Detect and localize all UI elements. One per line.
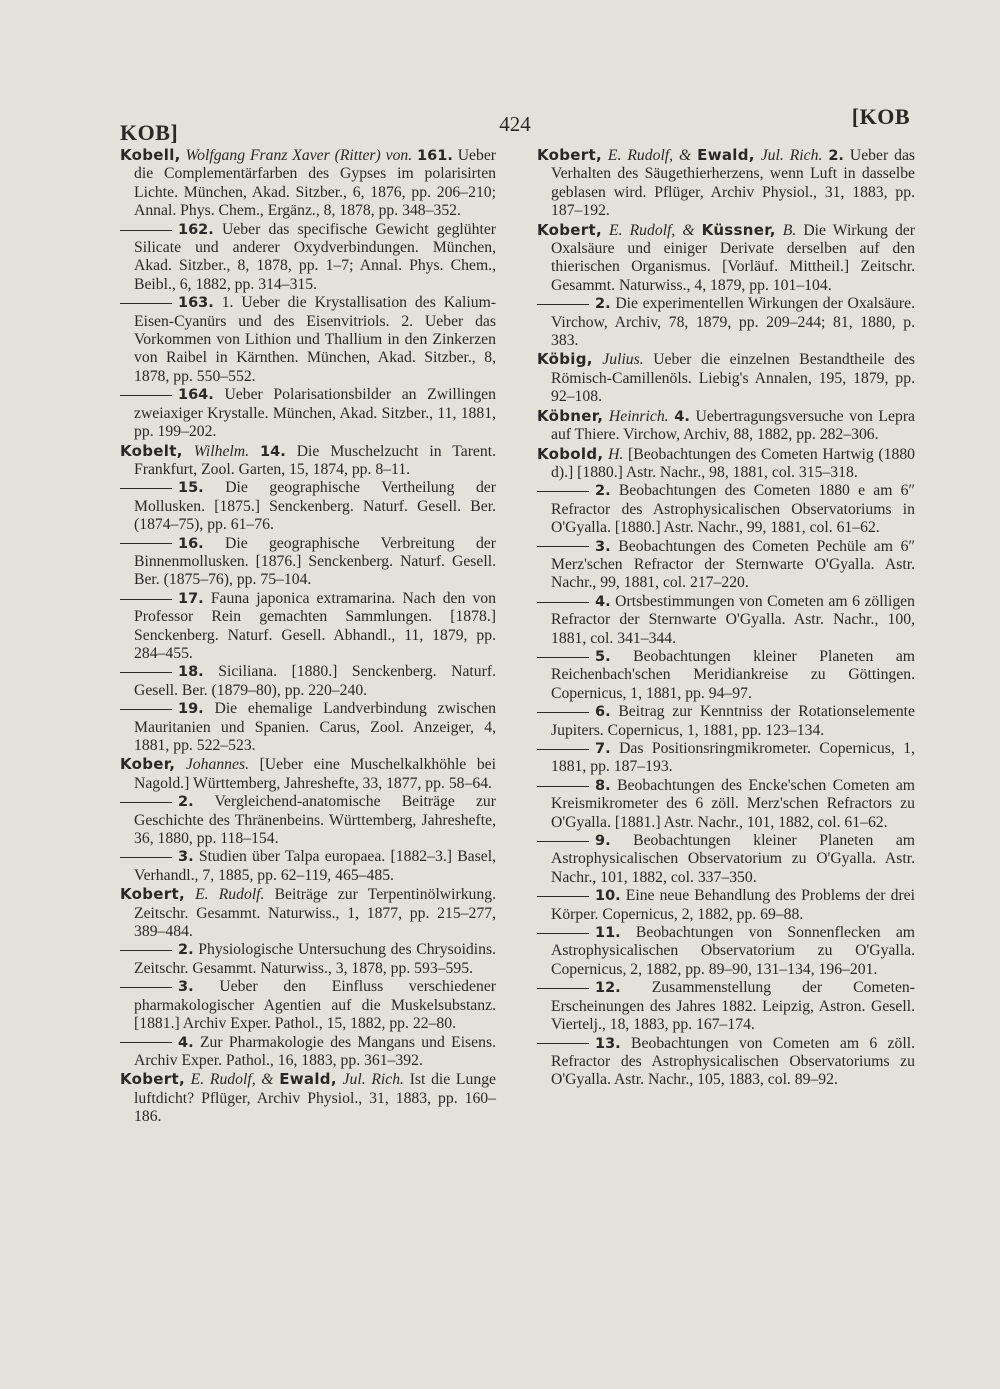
- entry-number: 2.: [178, 794, 194, 811]
- bibliography-entry: [120, 848, 496, 885]
- author-name: Kobelt,: [120, 441, 183, 460]
- entry-text: Uebertragungsversuche von Lepra auf Thiere. Virchow, Archiv, 88, 1882, pp. 282–306.: [551, 407, 916, 444]
- bibliography-entry: [537, 648, 915, 703]
- entry-text: Beobachtungen von Cometen am 6 zöll. Refractor des Astrophysicalischen Observatoriums zu O'Gyalla. Astr. Nachr., 105, 1883, col. 89–92.: [551, 1034, 916, 1089]
- author-name: Kobert,: [537, 220, 602, 239]
- author-given-name: Johannes.: [185, 756, 250, 774]
- entry-number: 5.: [595, 648, 611, 665]
- entry-number: 2.: [595, 296, 611, 313]
- ditto-dash: [537, 786, 589, 787]
- entry-number: 4.: [595, 593, 611, 610]
- author-given-name: E. Rudolf, &: [607, 147, 692, 164]
- entry-text: Die experimentellen Wirkungen der Oxalsäure. Virchow, Archiv, 78, 1879, pp. 209–244; 81, 1880, p. 383.: [551, 295, 916, 350]
- entry-text: Siciliana. [1880.] Senckenberg. Naturf. Gesell. Ber. (1879–80), pp. 220–240.: [134, 663, 496, 699]
- bibliography-entry: [120, 221, 496, 295]
- ditto-dash: [537, 657, 589, 658]
- bibliography-entry: [120, 146, 496, 221]
- entry-text: Beobachtungen von Sonnenflecken am Astrophysicalischen Observatorium zu O'Gyalla. Copernicus, 2, 1882, pp. 89–90, 131–134, 196–201.: [551, 924, 915, 978]
- bibliography-entry: [537, 350, 915, 406]
- bibliography-entry: [537, 482, 915, 537]
- ditto-dash: [537, 304, 589, 305]
- ditto-dash: [120, 672, 172, 673]
- entry-number: 8.: [595, 777, 611, 794]
- entry-number: 3.: [178, 849, 194, 866]
- author-name: Köbner,: [537, 406, 604, 425]
- ditto-dash: [537, 546, 589, 547]
- author-given-name: E. Rudolf.: [195, 886, 265, 904]
- bibliography-entry: [537, 407, 915, 445]
- entry-number: 3.: [178, 979, 194, 996]
- bibliography-entry: [120, 1070, 496, 1126]
- ditto-dash: [120, 230, 172, 231]
- entry-number: 19.: [178, 701, 204, 718]
- entry-text: Ueber das Verhalten des Säugethierherzens, wenn Luft in dasselbe geblasen wird. Pflüger, Archiv Physiol., 31, 1883, pp. 187–192.: [551, 147, 916, 220]
- bibliography-entry: [537, 777, 915, 832]
- bibliography-entry: [120, 978, 496, 1033]
- ditto-dash: [120, 987, 172, 988]
- bibliography-entry: [537, 703, 915, 740]
- bibliography-entry: [120, 442, 496, 480]
- author-name: Kobert,: [120, 1070, 185, 1089]
- ditto-dash: [120, 1042, 172, 1043]
- bibliography-entry: [120, 700, 496, 755]
- ditto-dash: [537, 749, 589, 750]
- entry-number: 14.: [260, 443, 286, 460]
- ditto-dash: [537, 712, 589, 713]
- entry-number: 2.: [178, 942, 194, 959]
- entry-text: Beitrag zur Kenntniss der Rotationselemente Jupiters. Copernicus, 1, 1881, pp. 123–134.: [551, 703, 915, 739]
- running-head-right: [KOB: [851, 104, 910, 129]
- entry-text: Zusammenstellung der Cometen-Erscheinungen des Jahres 1882. Leipzig, Astron. Gesell. Viertelj., 18, 1883, pp. 167–174.: [551, 979, 915, 1034]
- coauthor-given-name: Jul. Rich.: [342, 1071, 404, 1089]
- author-given-name: Julius.: [602, 351, 644, 369]
- entry-number: 3.: [595, 538, 611, 555]
- author-given-name: Wilhelm.: [193, 442, 250, 460]
- entry-text: Ueber das specifische Gewicht geglühter Silicate und anderer Oxydverbindungen. München, Akad. Sitzber., 8, 1878, pp. 1–7; Annal. Phys. Chem., Beibl., 6, 1882, pp. 314–315.: [134, 220, 497, 293]
- entry-text: Eine neue Behandlung des Problems der drei Körper. Copernicus, 2, 1882, pp. 69–88.: [551, 887, 915, 923]
- ditto-dash: [537, 896, 589, 897]
- bibliography-entry: [537, 295, 915, 350]
- ditto-dash: [537, 988, 589, 989]
- entry-text: Ueber den Einfluss verschiedener pharmakologischer Agentien auf die Muskelsubstanz. [1881.] Archiv Exper. Pathol., 15, 1882, pp. 22–80.: [134, 978, 497, 1033]
- entry-number: 164.: [178, 387, 214, 404]
- ditto-dash: [537, 841, 589, 842]
- page-number: 424: [499, 112, 531, 136]
- coauthor-name: Küssner,: [701, 220, 776, 239]
- bibliography-entry: [120, 294, 496, 386]
- ditto-dash: [120, 950, 172, 951]
- ditto-dash: [120, 857, 172, 858]
- bibliography-entry: [537, 924, 915, 979]
- bibliography-entry: [120, 386, 496, 441]
- bibliography-entry: [537, 445, 915, 483]
- entry-text: Fauna japonica extramarina. Nach den von Professor Rein gemachten Sammlungen. [1878.] Senckenberg. Naturf. Gesell. Abhandl., 11, 1879, pp. 284–455.: [134, 589, 496, 662]
- entry-number: 13.: [595, 1035, 621, 1052]
- left-column: [120, 146, 496, 1127]
- entry-text: Ueber die Complementärfarben des Gypses im polarisirten Lichte. München, Akad. Sitzber., 6, 1876, pp. 206–210; Annal. Phys. Chem., Ergänz., 8, 1878, pp. 348–352.: [134, 147, 497, 220]
- entry-text: [Beobachtungen des Cometen Hartwig (1880 d).] [1880.] Astr. Nachr., 98, 1881, col. 315–318.: [551, 445, 916, 481]
- bibliography-entry: [537, 740, 915, 777]
- ditto-dash: [537, 602, 589, 603]
- entry-number: 6.: [595, 704, 611, 721]
- entry-text: Studien über Talpa europaea. [1882–3.] Basel, Verhandl., 7, 1885, pp. 62–119, 465–485.: [134, 848, 496, 884]
- entry-text: Die Wirkung der Oxalsäure und einiger Derivate derselben auf den thierischen Organismus. [Vorläuf. Mittheil.] Zeitschr. Gesammt. Naturwiss., 4, 1879, pp. 101–104.: [551, 221, 915, 294]
- entry-text: 1. Ueber die Krystallisation des Kalium-Eisen-Cyanürs und des Eisenvitriols. 2. Ueber das Vorkommen von Lithion und Thallium in den Zinkerzen von Raibel in Kärnthen. München, Akad. Sitzber., 8, 1878, pp. 550–552.: [134, 294, 496, 385]
- entry-text: Beobachtungen des Cometen 1880 e am 6″ Refractor des Astrophysicalischen Observatoriums in O'Gyalla. [1880.] Astr. Nachr., 99, 1881, col. 61–62.: [551, 482, 916, 537]
- entry-text: Das Positionsringmikrometer. Copernicus, 1, 1881, pp. 187–193.: [551, 740, 915, 776]
- entry-number: 11.: [595, 925, 621, 942]
- entry-text: [Ueber eine Muschelkalkhöhle bei Nagold.] Württemberg, Jahreshefte, 33, 1877, pp. 58–64.: [134, 756, 496, 792]
- ditto-dash: [120, 802, 172, 803]
- entry-number: 163.: [178, 295, 214, 312]
- author-name: Kober,: [120, 755, 176, 774]
- entry-number: 9.: [595, 833, 611, 850]
- ditto-dash: [120, 488, 172, 489]
- entry-number: 10.: [595, 888, 621, 905]
- ditto-dash: [120, 599, 172, 600]
- author-given-name: H.: [608, 445, 624, 463]
- entry-text: Ist die Lunge luftdicht? Pflüger, Archiv Physiol., 31, 1883, pp. 160–186.: [134, 1071, 497, 1126]
- entry-number: 4.: [178, 1034, 194, 1051]
- ditto-dash: [537, 1043, 589, 1044]
- bibliography-entry: [537, 1035, 915, 1090]
- ditto-dash: [537, 933, 589, 934]
- entry-text: Zur Pharmakologie des Mangans und Eisens. Archiv Exper. Pathol., 16, 1883, pp. 361–392.: [134, 1033, 496, 1069]
- ditto-dash: [120, 395, 172, 396]
- entry-text: Beiträge zur Terpentinölwirkung. Zeitschr. Gesammt. Naturwiss., 1, 1877, pp. 215–277, 389–484.: [134, 886, 497, 941]
- coauthor-name: Ewald,: [697, 146, 755, 164]
- entry-number: 2.: [828, 148, 844, 164]
- entry-number: 7.: [595, 741, 611, 757]
- entry-number: 12.: [595, 980, 621, 997]
- bibliography-entry: [537, 979, 915, 1034]
- author-name: Köbig,: [537, 350, 593, 369]
- entry-text: Beobachtungen kleiner Planeten am Astrophysicalischen Observatorium zu O'Gyalla. Astr. Nachr., 101, 1882, col. 337–350.: [551, 832, 915, 886]
- entry-text: Ueber die einzelnen Bestandtheile des Römisch-Camillenöls. Liebig's Annalen, 195, 1879, pp. 92–108.: [551, 351, 916, 406]
- entry-text: Die ehemalige Landverbindung zwischen Mauritanien und Spanien. Carus, Zool. Anzeiger, 4, 1881, pp. 522–523.: [134, 700, 497, 754]
- entry-text: Beobachtungen des Cometen Pechüle am 6″ Merz'schen Refractor der Sternwarte O'Gyalla. Astr. Nachr., 99, 1881, col. 217–220.: [551, 537, 915, 592]
- author-given-name: Heinrich.: [608, 407, 669, 425]
- entry-text: Vergleichend-anatomische Beiträge zur Geschichte des Thränenbeins. Württemberg, Jahreshefte, 36, 1880, pp. 118–154.: [134, 793, 497, 848]
- entry-number: 15.: [178, 480, 204, 497]
- author-name: Kobert,: [120, 885, 185, 904]
- entry-text: Die Muschelzucht in Tarent. Frankfurt, Zool. Garten, 15, 1874, pp. 8–11.: [134, 442, 497, 478]
- bibliography-entry: [120, 755, 496, 793]
- bibliography-entry: [120, 590, 496, 664]
- entry-text: Die geographische Vertheilung der Mollusken. [1875.] Senckenberg. Naturf. Gesell. Ber. (1874–75), pp. 61–76.: [134, 479, 496, 534]
- running-head: [120, 102, 910, 145]
- ditto-dash: [120, 709, 172, 710]
- bibliography-entry: [120, 535, 496, 590]
- author-name: Kobert,: [537, 146, 602, 164]
- ditto-dash: [537, 491, 589, 492]
- entry-text: Physiologische Untersuchung des Chrysoidins. Zeitschr. Gesammt. Naturwiss., 3, 1878, pp. 593–595.: [134, 941, 497, 977]
- author-given-name: Wolfgang Franz Xaver (Ritter) von.: [185, 147, 413, 164]
- bibliography-entry: [537, 887, 915, 924]
- ditto-dash: [120, 543, 172, 544]
- author-given-name: E. Rudolf, &: [190, 1071, 274, 1089]
- bibliography-entry: [537, 221, 915, 296]
- entry-number: 16.: [178, 535, 204, 552]
- entry-number: 17.: [178, 590, 204, 607]
- bibliography-entry: [537, 832, 915, 887]
- author-name: Kobold,: [537, 444, 604, 463]
- ditto-dash: [120, 303, 172, 304]
- author-name: Kobell,: [120, 146, 181, 164]
- entry-text: Beobachtungen kleiner Planeten am Reichenbach'schen Meridiankreise zu Göttingen. Copernicus, 1, 1881, pp. 94–97.: [551, 647, 915, 702]
- coauthor-given-name: B.: [782, 221, 797, 239]
- bibliography-entry: [120, 663, 496, 700]
- bibliography-entry: [537, 593, 915, 648]
- bibliography-entry: [537, 146, 915, 221]
- coauthor-name: Ewald,: [279, 1070, 337, 1089]
- right-column: [537, 146, 915, 1090]
- bibliography-entry: [120, 1034, 496, 1071]
- bibliography-entry: [537, 538, 915, 593]
- entry-number: 4.: [674, 408, 690, 425]
- running-head-left: KOB]: [120, 120, 179, 145]
- coauthor-given-name: Jul. Rich.: [760, 147, 823, 164]
- bibliography-entry: [120, 941, 496, 978]
- entry-number: 161.: [417, 148, 453, 164]
- entry-number: 18.: [178, 664, 204, 681]
- entry-text: Beobachtungen des Encke'schen Cometen am Kreismikrometer des 6 zöll. Merz'schen Refractors zu O'Gyalla. [1881.] Astr. Nachr., 101, 1882, col. 61–62.: [551, 776, 915, 831]
- entry-text: Die geographische Verbreitung der Binnenmollusken. [1876.] Senckenberg. Naturf. Gesell. Ber. (1875–76), pp. 75–104.: [134, 534, 496, 589]
- entry-text: Ueber Polarisationsbilder an Zwillingen zweiaxiger Krystalle. München, Akad. Sitzber., 11, 1881, pp. 199–202.: [134, 386, 496, 441]
- bibliography-entry: [120, 885, 496, 941]
- bibliography-entry: [120, 793, 496, 848]
- author-given-name: E. Rudolf, &: [609, 221, 695, 239]
- entry-text: Ortsbestimmungen von Cometen am 6 zölligen Refractor der Sternwarte O'Gyalla. Astr. Nachr., 100, 1881, col. 341–344.: [551, 592, 915, 647]
- entry-number: 2.: [595, 483, 611, 500]
- bibliography-entry: [120, 479, 496, 534]
- entry-number: 162.: [178, 221, 214, 238]
